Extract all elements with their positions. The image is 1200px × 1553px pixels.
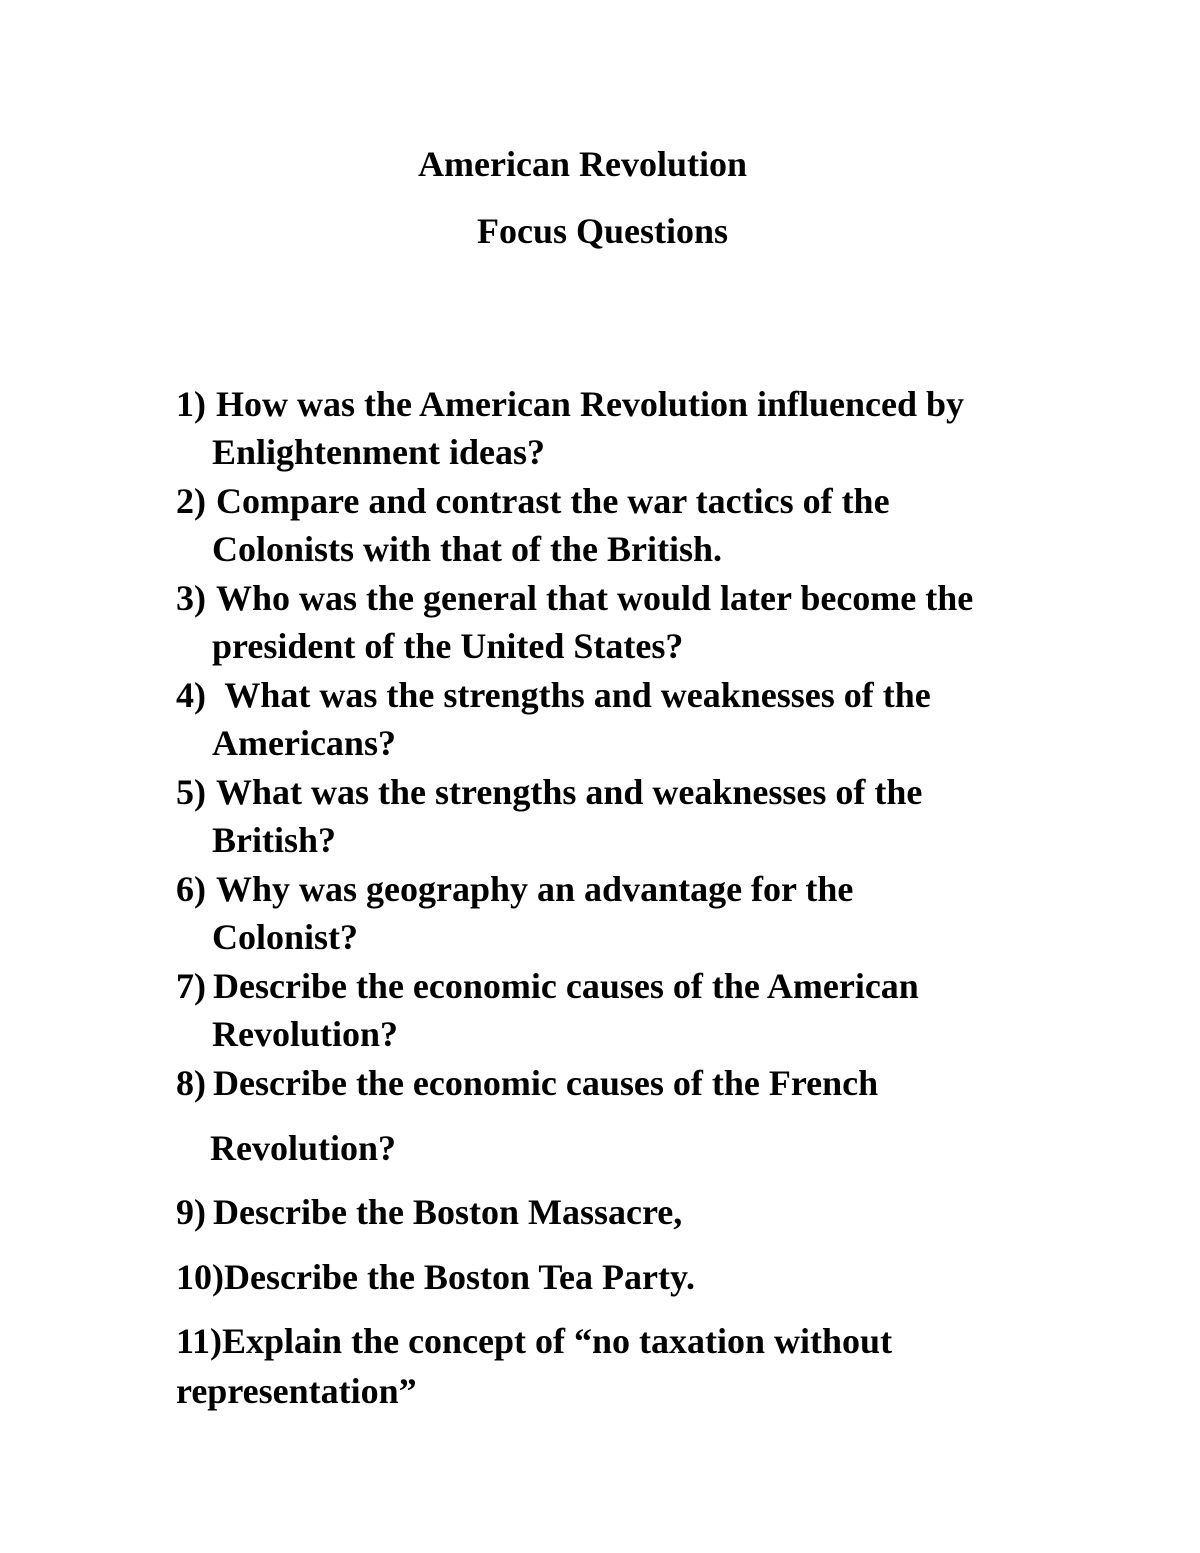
question-8 xyxy=(176,1059,878,1107)
question-text-continued: representation” xyxy=(176,1371,417,1411)
question-7 xyxy=(176,962,919,1058)
question-2 xyxy=(176,477,890,573)
question-text: Describe the Boston Massacre, xyxy=(213,1192,683,1232)
question-text-continued: Colonists with that of the British. xyxy=(212,529,723,569)
question-text: Compare and contrast the war tactics of the xyxy=(216,481,890,521)
question-text: Describe the economic causes of the French xyxy=(213,1063,879,1103)
question-number: 2) xyxy=(176,481,206,521)
question-text: Who was the general that would later become the xyxy=(216,578,974,618)
question-5 xyxy=(176,768,922,864)
question-text-continued: Revolution? xyxy=(210,1128,397,1168)
question-number: 1) xyxy=(176,384,206,424)
question-text: Why was geography an advantage for the xyxy=(216,869,854,909)
question-text: Describe the economic causes of the American xyxy=(213,966,919,1006)
question-text: What was the strengths and weaknesses of the xyxy=(216,675,931,715)
question-11-continued xyxy=(176,1367,417,1415)
question-4 xyxy=(176,671,931,767)
question-text: Explain the concept of “no taxation without xyxy=(222,1321,893,1361)
question-6 xyxy=(176,865,853,961)
document-title: American Revolution xyxy=(418,144,747,184)
document-subtitle: Focus Questions xyxy=(476,211,729,251)
question-10 xyxy=(176,1253,695,1301)
question-text: What was the strengths and weaknesses of the xyxy=(216,772,923,812)
question-number: 7) xyxy=(176,966,206,1006)
question-number: 10) xyxy=(176,1257,224,1297)
question-text-continued: British? xyxy=(212,820,337,860)
question-number: 9) xyxy=(176,1192,206,1232)
question-9 xyxy=(176,1188,682,1236)
question-text-continued: Revolution? xyxy=(212,1014,399,1054)
question-text-continued: president of the United States? xyxy=(212,626,684,666)
question-number: 11) xyxy=(176,1321,223,1361)
question-number: 4) xyxy=(176,675,206,715)
question-8-continued xyxy=(210,1124,396,1172)
question-number: 6) xyxy=(176,869,206,909)
question-text: Describe the Boston Tea Party. xyxy=(224,1257,695,1297)
question-3 xyxy=(176,574,973,670)
question-number: 3) xyxy=(176,578,206,618)
question-text: How was the American Revolution influenced by xyxy=(216,384,965,424)
question-text-continued: Enlightenment ideas? xyxy=(212,432,546,472)
question-number: 8) xyxy=(176,1063,206,1103)
question-text-continued: Colonist? xyxy=(212,917,359,957)
question-11 xyxy=(176,1317,892,1365)
question-number: 5) xyxy=(176,772,206,812)
question-1 xyxy=(176,380,964,476)
question-text-continued: Americans? xyxy=(212,723,396,763)
